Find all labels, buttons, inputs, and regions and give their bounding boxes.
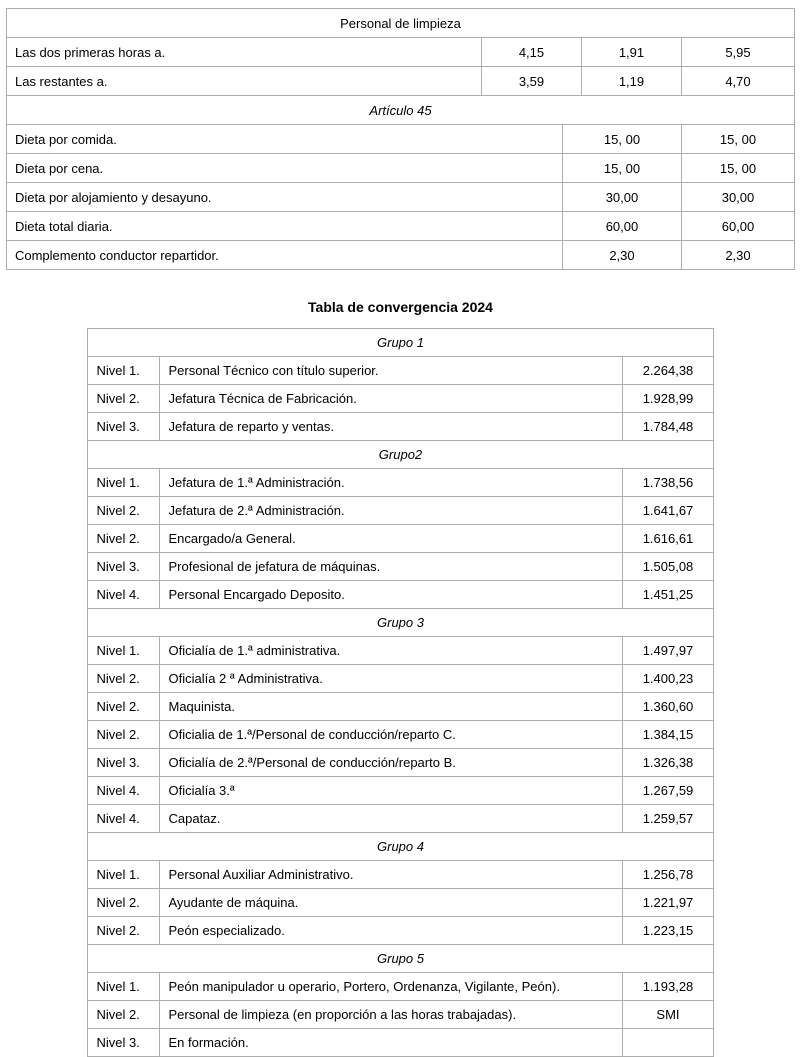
value-cell: 1.400,23	[623, 665, 713, 693]
value-cell: 1.784,48	[623, 413, 713, 441]
table-row	[88, 553, 713, 581]
nivel-cell: Nivel 1.	[88, 357, 160, 385]
value-cell: 15, 00	[681, 154, 794, 183]
group-header-grupo-4: Grupo 4	[88, 833, 713, 861]
value-cell: 30,00	[562, 183, 681, 212]
nivel-cell: Nivel 2.	[88, 385, 160, 413]
value-cell: 1.505,08	[623, 553, 713, 581]
value-cell: 1,19	[581, 67, 681, 96]
description-cell: En formación.	[160, 1029, 623, 1057]
nivel-cell: Nivel 4.	[88, 777, 160, 805]
value-cell: 1.497,97	[623, 637, 713, 665]
table-convergencia-2024	[87, 328, 713, 1057]
table-row	[88, 1029, 713, 1057]
description-cell: Encargado/a General.	[160, 525, 623, 553]
nivel-cell: Nivel 3.	[88, 413, 160, 441]
value-cell: 1.360,60	[623, 693, 713, 721]
nivel-cell: Nivel 2.	[88, 693, 160, 721]
table-row	[6, 67, 794, 96]
table-row	[88, 581, 713, 609]
value-cell: 60,00	[562, 212, 681, 241]
value-cell: 15, 00	[562, 154, 681, 183]
page-title: Tabla de convergencia 2024	[308, 299, 493, 315]
nivel-cell: Nivel 3.	[88, 749, 160, 777]
table-row	[6, 154, 794, 183]
value-cell: 2.264,38	[623, 357, 713, 385]
description-cell: Peón especializado.	[160, 917, 623, 945]
value-cell: 1.221,97	[623, 889, 713, 917]
value-cell: 1,91	[581, 38, 681, 67]
value-cell: 1.259,57	[623, 805, 713, 833]
value-cell: 1.384,15	[623, 721, 713, 749]
description-cell: Jefatura de 2.ª Administración.	[160, 497, 623, 525]
value-cell: 4,70	[681, 67, 794, 96]
row-label: Complemento conductor repartidor.	[6, 241, 562, 270]
description-cell: Peón manipulador u operario, Portero, Ordenanza, Vigilante, Peón).	[160, 973, 623, 1001]
description-cell: Personal Auxiliar Administrativo.	[160, 861, 623, 889]
row-label: Dieta por alojamiento y desayuno.	[6, 183, 562, 212]
nivel-cell: Nivel 2.	[88, 1001, 160, 1029]
value-cell: 1.616,61	[623, 525, 713, 553]
table-row	[6, 9, 794, 38]
table-row	[6, 212, 794, 241]
row-label: Dieta por comida.	[6, 125, 562, 154]
table-row	[88, 917, 713, 945]
nivel-cell: Nivel 2.	[88, 525, 160, 553]
table-row	[88, 749, 713, 777]
value-cell: 1.326,38	[623, 749, 713, 777]
table-row	[88, 441, 713, 469]
nivel-cell: Nivel 3.	[88, 553, 160, 581]
value-cell: 60,00	[681, 212, 794, 241]
table-row	[88, 777, 713, 805]
description-cell: Oficialía de 1.ª administrativa.	[160, 637, 623, 665]
table-row	[88, 833, 713, 861]
description-cell: Personal Técnico con título superior.	[160, 357, 623, 385]
description-cell: Ayudante de máquina.	[160, 889, 623, 917]
nivel-cell: Nivel 1.	[88, 973, 160, 1001]
value-cell: 1.451,25	[623, 581, 713, 609]
table-row	[88, 693, 713, 721]
description-cell: Personal de limpieza (en proporción a las horas trabajadas).	[160, 1001, 623, 1029]
group-header-grupo-1: Grupo 1	[88, 329, 713, 357]
description-cell: Profesional de jefatura de máquinas.	[160, 553, 623, 581]
value-cell: 1.223,15	[623, 917, 713, 945]
description-cell: Maquinista.	[160, 693, 623, 721]
value-cell: 3,59	[481, 67, 581, 96]
section-header-articulo-45: Artículo 45	[6, 96, 794, 125]
table-row	[88, 805, 713, 833]
description-cell: Oficialía 2 ª Administrativa.	[160, 665, 623, 693]
table-row	[88, 469, 713, 497]
value-cell: 1.928,99	[623, 385, 713, 413]
value-cell	[623, 1029, 713, 1057]
table-row	[88, 889, 713, 917]
value-cell: 2,30	[562, 241, 681, 270]
nivel-cell: Nivel 2.	[88, 889, 160, 917]
table-row	[6, 183, 794, 212]
value-cell: 2,30	[681, 241, 794, 270]
table-row	[88, 609, 713, 637]
nivel-cell: Nivel 3.	[88, 1029, 160, 1057]
description-cell: Oficialía de 2.ª/Personal de conducción/reparto B.	[160, 749, 623, 777]
description-cell: Oficialía 3.ª	[160, 777, 623, 805]
value-cell: 1.193,28	[623, 973, 713, 1001]
table-row	[88, 497, 713, 525]
description-cell: Capataz.	[160, 805, 623, 833]
row-label: Dieta por cena.	[6, 154, 562, 183]
value-cell: 1.738,56	[623, 469, 713, 497]
value-cell: 1.641,67	[623, 497, 713, 525]
nivel-cell: Nivel 4.	[88, 581, 160, 609]
value-cell: 5,95	[681, 38, 794, 67]
group-header-grupo-5: Grupo 5	[88, 945, 713, 973]
section-header-personal-limpieza: Personal de limpieza	[6, 9, 794, 38]
nivel-cell: Nivel 1.	[88, 469, 160, 497]
description-cell: Oficialia de 1.ª/Personal de conducción/reparto C.	[160, 721, 623, 749]
value-cell: 15, 00	[681, 125, 794, 154]
table-row	[88, 525, 713, 553]
table-row	[88, 385, 713, 413]
table-row	[6, 38, 794, 67]
table-row	[88, 413, 713, 441]
row-label: Las dos primeras horas a.	[6, 38, 481, 67]
nivel-cell: Nivel 2.	[88, 721, 160, 749]
row-label: Dieta total diaria.	[6, 212, 562, 241]
value-cell: 1.267,59	[623, 777, 713, 805]
description-cell: Jefatura de reparto y ventas.	[160, 413, 623, 441]
table-row	[88, 665, 713, 693]
table-row	[88, 329, 713, 357]
table-row	[6, 125, 794, 154]
nivel-cell: Nivel 4.	[88, 805, 160, 833]
table-row	[88, 637, 713, 665]
value-cell: SMI	[623, 1001, 713, 1029]
table-row	[88, 721, 713, 749]
description-cell: Jefatura Técnica de Fabricación.	[160, 385, 623, 413]
group-header-grupo-2: Grupo2	[88, 441, 713, 469]
nivel-cell: Nivel 2.	[88, 497, 160, 525]
table-row	[88, 945, 713, 973]
group-header-grupo-3: Grupo 3	[88, 609, 713, 637]
value-cell: 30,00	[681, 183, 794, 212]
table-row	[6, 96, 794, 125]
table-row	[88, 973, 713, 1001]
row-label: Las restantes a.	[6, 67, 481, 96]
table-row	[88, 861, 713, 889]
nivel-cell: Nivel 1.	[88, 861, 160, 889]
table-row	[6, 241, 794, 270]
value-cell: 15, 00	[562, 125, 681, 154]
nivel-cell: Nivel 2.	[88, 917, 160, 945]
nivel-cell: Nivel 1.	[88, 637, 160, 665]
description-cell: Personal Encargado Deposito.	[160, 581, 623, 609]
description-cell: Jefatura de 1.ª Administración.	[160, 469, 623, 497]
nivel-cell: Nivel 2.	[88, 665, 160, 693]
value-cell: 1.256,78	[623, 861, 713, 889]
table-row	[88, 357, 713, 385]
value-cell: 4,15	[481, 38, 581, 67]
table-personal-limpieza	[6, 8, 795, 270]
